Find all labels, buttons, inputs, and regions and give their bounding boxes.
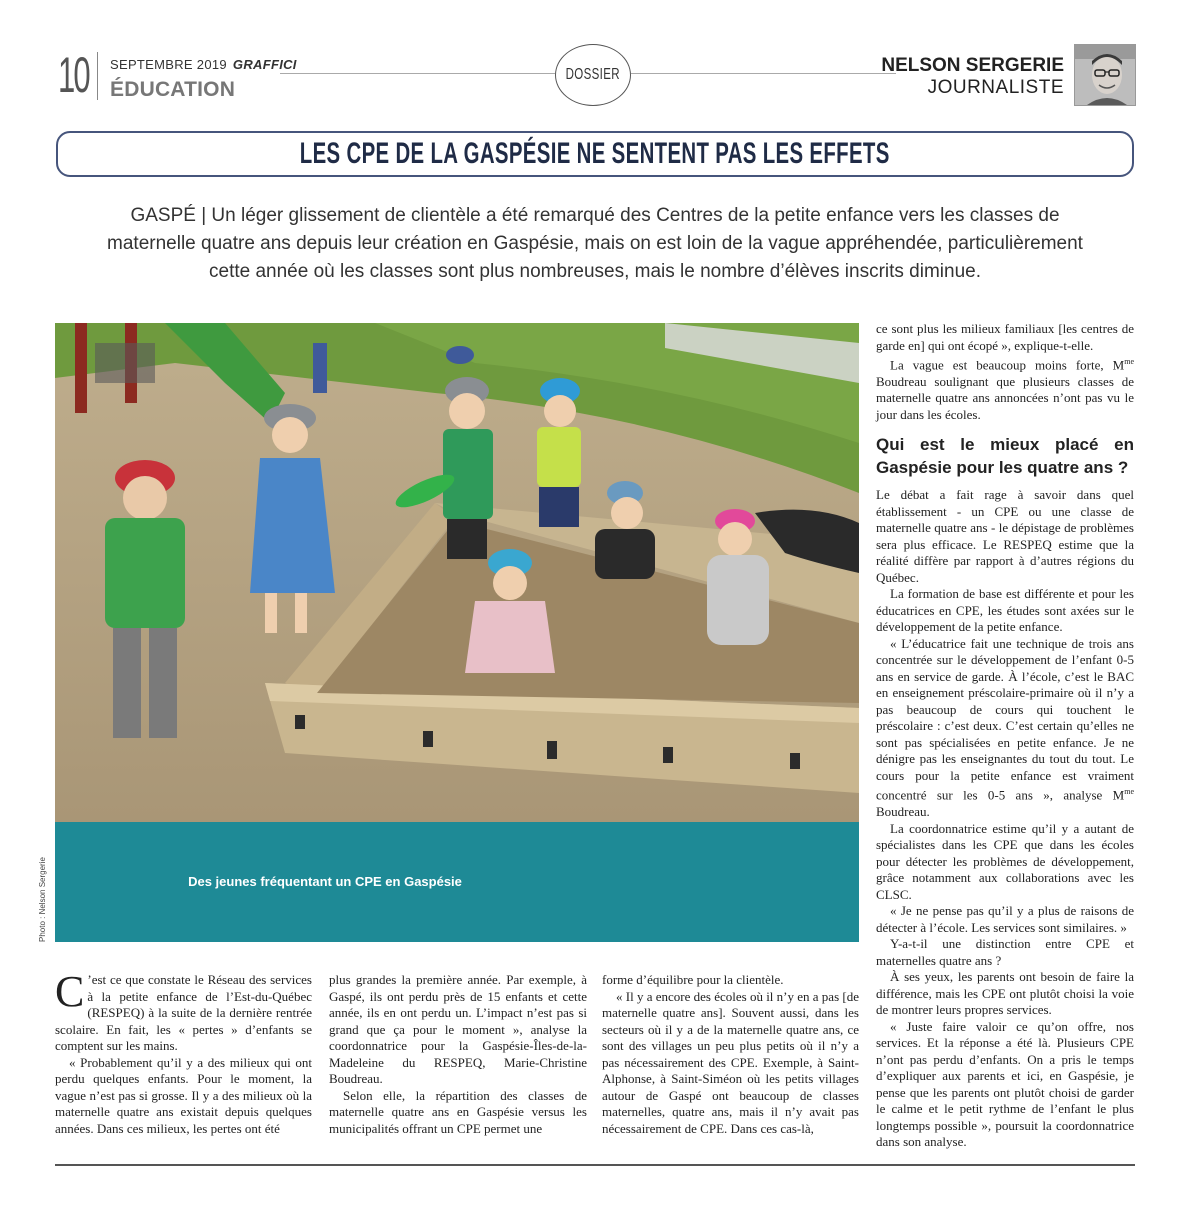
article-paragraph: À ses yeux, les parents ont besoin de faire la différence, mais les CPE ont plutôt choisi la voie de montrer leurs propres services. [876, 969, 1134, 1018]
article-paragraph: « Probablement qu’il y a des milieux qui ont perdu quelques enfants. Pour le moment, la vague n’est pas si grosse. Il y a des milieux où la maternelle quatre ans existait depuis quelques années. Dans ces milieux, les pertes ont été [55, 1054, 312, 1136]
article-paragraph: Selon elle, la répartition des classes de maternelle quatre ans en Gaspésie versus les municipalités offrant un CPE permet une [329, 1087, 587, 1136]
author-portrait [1074, 44, 1136, 106]
header-divider [97, 52, 98, 100]
author-name: NELSON SERGERIE [881, 55, 1064, 76]
article-paragraph: C ’est ce que constate le Réseau des services à la petite enfance de l’Est-du-Québec (RESPEQ) à la suite de la dernière rentrée scolaire. En fait, les « pertes » d’enfants se comptent sur les mains. [55, 967, 312, 1053]
article-paragraph: La coordonnatrice estime qu’il y a autant de spécialistes dans les CPE que dans les écoles pour détecter les problèmes de développement, grâce notamment aux collaborations avec les CLSC. [876, 820, 1134, 902]
headline-box [56, 131, 1134, 177]
article-photo [55, 323, 859, 822]
issue-date: SEPTEMBRE 2019 [110, 57, 227, 72]
header-rule-left [280, 73, 555, 74]
article-paragraph: Y-a-t-il une distinction entre CPE et maternelles quatre ans ? [876, 936, 1134, 968]
article-paragraph: La formation de base est différente et pour les éducatrices en CPE, les études sont axées sur le développement de la petite enfance. [876, 586, 1134, 635]
page-number: 10 [58, 47, 89, 103]
footer-rule [55, 1164, 1135, 1166]
headline: LES CPE DE LA GASPÉSIE NE SENTENT PAS LES EFFETS [300, 137, 890, 170]
article-paragraph: « Juste faire valoir ce qu’on offre, nos services. Et la réponse a été là. Plusieurs CPE n’ont pas perdu d’enfants. On a pris le temps d’expliquer aux parents et ici, en Gaspésie, je pense que les parents ont plutôt choisi de garder le calme et le petit rythme de l’enfant le plus longtemps possible », poursuit la coordonnatrice dans son analyse. [876, 1018, 1134, 1150]
publication-name: GRAFFICI [232, 57, 297, 72]
subheading: Qui est le mieux placé en Gaspésie pour les quatre ans ? [876, 435, 1134, 478]
article-paragraph: « Je ne pense pas qu’il y a plus de raisons de détecter à l’école. Les services sont similaires. » [876, 903, 1134, 935]
article-column-3 [602, 972, 859, 1137]
article-column-2 [329, 972, 587, 1137]
article-paragraph: ce sont plus les milieux familiaux [les centres de garde en] qui ont écopé », explique-t-elle. [876, 321, 1134, 353]
article-paragraph: « L’éducatrice fait une technique de trois ans concentrée sur le développement de l’enfant 0-5 ans en service de garde. À l’école, c’est le BAC en enseignement préscolaire-primaire où il n’y a pas beaucoup de cours qui touchent le préscolaire : c’est deux. C’est certain qu’elles ne sont pas spécialisées en petite enfance. Je ne dénigre pas les enseignantes du tout du tout. Le cours pour la petite enfance est vraiment concentré sur les 0-5 ans », analyse $M^{me}$ Boudreau. [876, 635, 1134, 820]
article-paragraph: Le débat a fait rage à savoir dans quel établissement - un CPE ou une classe de maternelle quatre ans - le dépistage de problèmes sera plus efficace. Le RESPEQ estime que la réalité diffère par rapport à d’autres régions du Québec. [876, 487, 1134, 585]
dossier-badge: DOSSIER [555, 44, 631, 106]
article-paragraph: « Il y a encore des écoles où il n’y en a pas [de maternelle quatre ans]. Souvent aussi, dans les secteurs où il y a de la maternelle quatre ans, ce sont des villages un peu plus petits où il n’y a pas nécessairement des CPE. Exemple, à Saint-Alphonse, à Saint-Siméon où les petits villages autour de Gaspé ont beaucoup de classes maternelles, quatre ans, mais il n’y avait pas nécessairement de CPE. Dans ces cas-là, [602, 988, 859, 1136]
article-column-4 [876, 321, 1134, 1151]
article-paragraph: forme d’équilibre pour la clientèle. [602, 972, 784, 987]
article-column-1 [55, 967, 312, 1137]
author-role: JOURNALISTE [927, 77, 1064, 98]
photo-caption: Des jeunes fréquentant un CPE en Gaspésie [188, 874, 462, 889]
section-label: ÉDUCATION [110, 78, 236, 101]
article-paragraph: La vague est beaucoup moins forte, $M^{me}$ Boudreau soulignant que plusieurs classes de maternelle quatre ans annoncées n’ont pas vu le jour dans les écoles. [876, 357, 1134, 422]
drop-cap: C [55, 967, 85, 1016]
article-paragraph: plus grandes la première année. Par exemple, à Gaspé, ils ont perdu près de 15 enfants et cette année, ils en ont perdu un. L’impact n’est pas si grand que ça pour le moment », analyse la coordonnatrice pour la Gaspésie-Îles-de-la-Madeleine du RESPEQ, Marie-Christine Boudreau. [329, 972, 587, 1086]
header-rule-right [631, 73, 896, 74]
issue-date-line [110, 57, 297, 72]
lead-paragraph: GASPÉ | Un léger glissement de clientèle a été remarqué des Centres de la petite enfance vers les classes de maternelle quatre ans depuis leur création en Gaspésie, mais on est loin de la vague appréhendée, particulièrement cette année où les classes sont plus nombreuses, mais le nombre d’élèves inscrits diminue. [107, 205, 1083, 282]
photo-credit: Photo : Nelson Sergerie [38, 857, 47, 942]
